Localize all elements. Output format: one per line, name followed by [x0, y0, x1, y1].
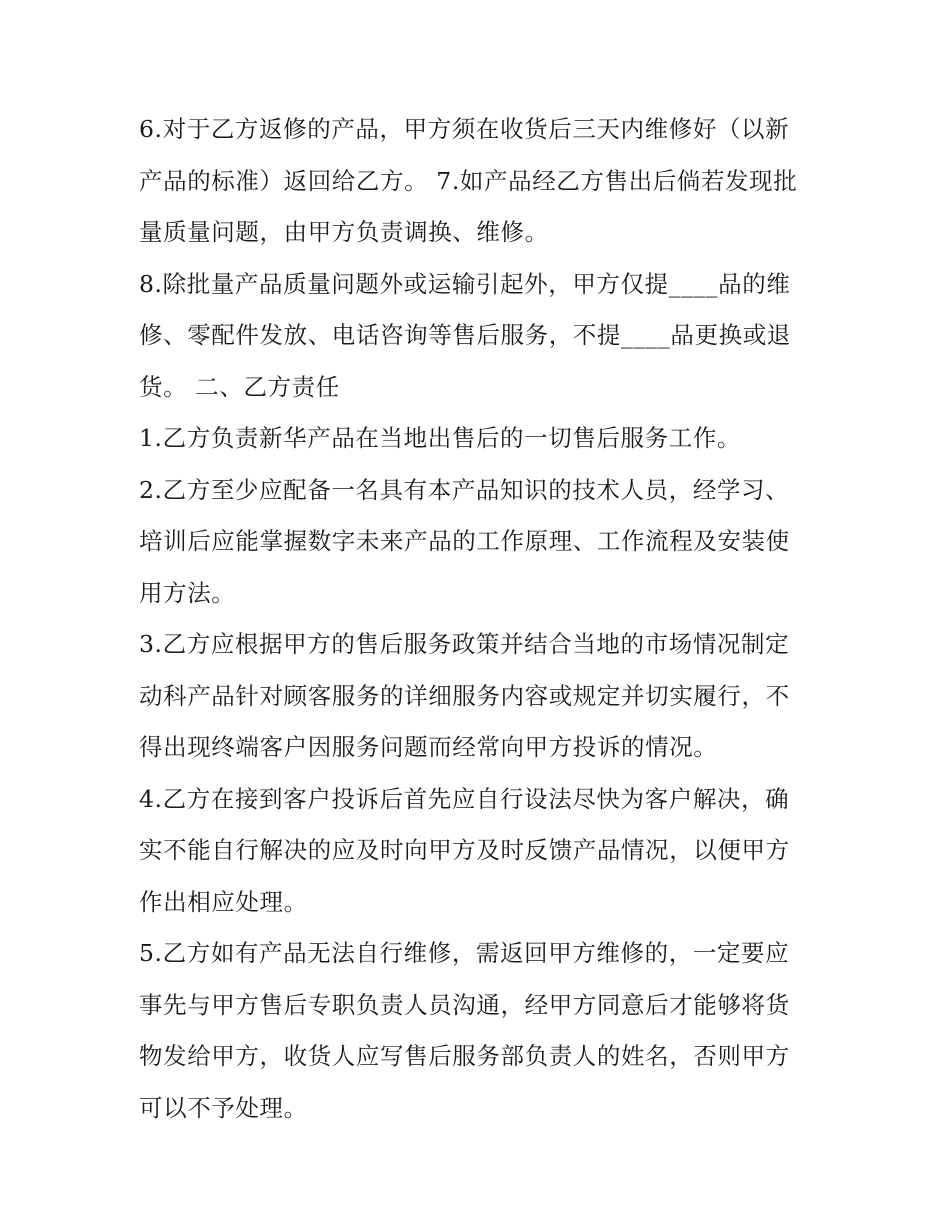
text-line: 2.乙方至少应配备一名具有本产品知识的技术人员，经学习、	[139, 475, 790, 504]
text-line: 6.对于乙方返修的产品，甲方须在收货后三天内维修好（以新	[139, 115, 790, 143]
text-line: 物发给甲方，收货人应写售后服务部负责人的姓名，否则甲方	[139, 1042, 790, 1070]
text-line: 用方法。	[139, 578, 236, 607]
text-line: 动科产品针对顾客服务的详细服务内容或规定并切实履行，不	[139, 681, 790, 710]
text-line: 修、零配件发放、电话咨询等售后服务，不提____品更换或退	[139, 321, 791, 349]
text-line: 产品的标准）返回给乙方。 7.如产品经乙方售出后倘若发现批	[139, 166, 798, 195]
paragraph-item-8	[139, 259, 814, 414]
paragraph-party-b-2	[139, 465, 814, 620]
text-line: 作出相应处理。	[139, 887, 308, 916]
text-line: 5.乙方如有产品无法自行维修，需返回甲方维修的，一定要应	[139, 939, 790, 967]
text-line: 事先与甲方售后专职负责人员沟通，经甲方同意后才能够将货	[139, 990, 790, 1019]
document-body	[139, 104, 814, 1134]
text-line: 货。 二、乙方责任	[139, 372, 340, 401]
text-line: 4.乙方在接到客户投诉后首先应自行设法尽快为客户解决，确	[139, 784, 790, 813]
paragraph-party-b-1	[139, 413, 814, 465]
paragraph-party-b-4	[139, 774, 814, 929]
text-line: 1.乙方负责新华产品在当地出售后的一切售后服务工作。	[139, 424, 742, 452]
text-line: 培训后应能掌握数字未来产品的工作原理、工作流程及安装使	[139, 527, 790, 555]
text-line: 量质量问题，由甲方负责调换、维修。	[139, 218, 549, 246]
text-line: 可以不予处理。	[139, 1093, 308, 1122]
text-line: 3.乙方应根据甲方的售后服务政策并结合当地的市场情况制定	[139, 630, 790, 658]
text-line: 实不能自行解决的应及时向甲方及时反馈产品情况，以便甲方	[139, 836, 790, 864]
paragraph-item-6-7	[139, 104, 814, 259]
paragraph-party-b-5	[139, 928, 814, 1134]
text-line: 得出现终端客户因服务问题而经常向甲方投诉的情况。	[139, 733, 718, 761]
text-line: 8.除批量产品质量问题外或运输引起外，甲方仅提____品的维	[139, 269, 791, 298]
paragraph-party-b-3	[139, 619, 814, 774]
